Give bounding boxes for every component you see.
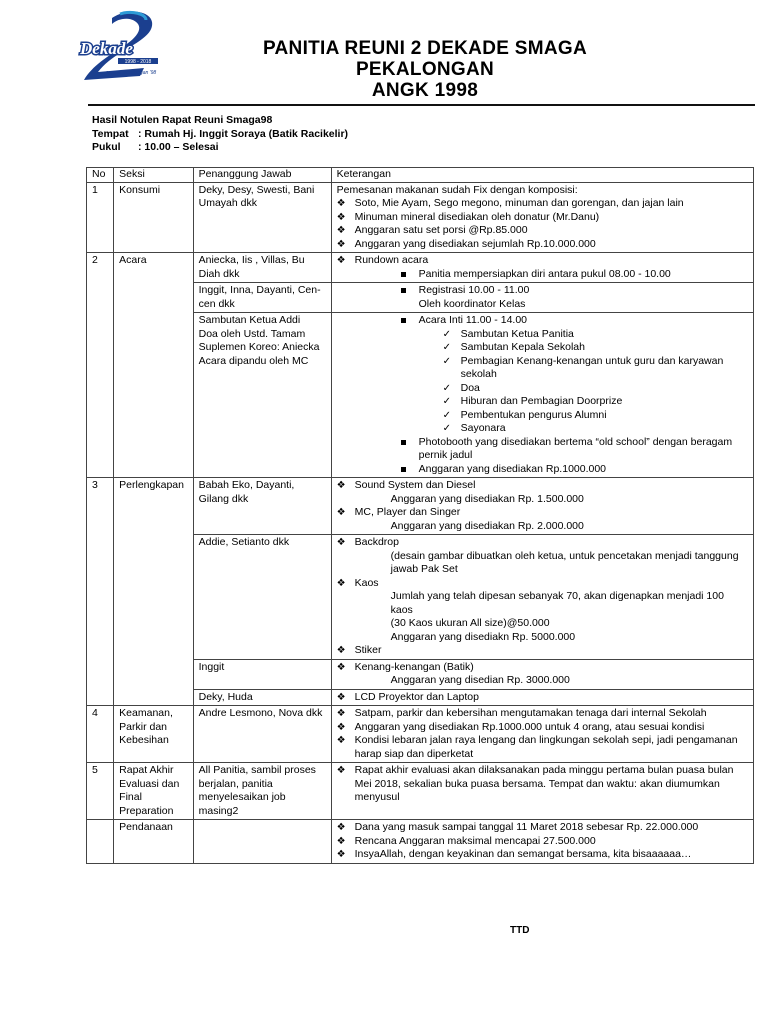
list-item: InsyaAllah, dengan keyakinan dan semangat bersama, kita bisaaaaaa… bbox=[354, 848, 692, 860]
list-item: Anggaran satu set porsi @Rp.85.000 bbox=[354, 224, 528, 236]
list-item: Sound System dan Diesel bbox=[354, 479, 476, 491]
row-seksi: Keamanan, Parkir dan Kebesihan bbox=[114, 706, 193, 763]
check-bullet-icon: ✓ bbox=[442, 409, 452, 421]
table-header-row bbox=[87, 168, 754, 183]
header-pj: Penanggung Jawab bbox=[193, 168, 331, 183]
table-row bbox=[87, 763, 754, 820]
diamond-bullet-icon: ❖ bbox=[336, 721, 346, 733]
list-item: Minuman mineral disediakan oleh donatur (Mr.Danu) bbox=[354, 210, 600, 223]
list-item: Anggaran yang disediakan Rp. 2.000.000 bbox=[390, 519, 584, 532]
meeting-meta bbox=[92, 114, 348, 155]
diamond-bullet-icon: ❖ bbox=[336, 238, 346, 250]
row-keterangan bbox=[331, 182, 753, 253]
pj-line: Doa oleh Ustd. Tamam bbox=[198, 327, 306, 340]
diamond-bullet-icon: ❖ bbox=[336, 255, 346, 266]
empty-cell bbox=[87, 283, 114, 313]
empty-cell bbox=[114, 283, 193, 313]
diamond-bullet-icon: ❖ bbox=[336, 822, 346, 833]
row-pj: Deky, Huda bbox=[193, 689, 331, 706]
meta-time bbox=[92, 141, 348, 155]
list-item: Panitia mempersiapkan diri antara pukul 08.00 - 10.00 bbox=[418, 267, 671, 280]
empty-cell bbox=[87, 820, 114, 864]
list-item: Kondisi lebaran jalan raya lengang dan lingkungan sekolah sepi, jadi pengamanan harap siap dan diperketat bbox=[354, 734, 738, 760]
row-keterangan bbox=[331, 313, 753, 478]
list-item: Doa bbox=[460, 381, 480, 394]
list-item: Anggaran yang disediakan Rp. 1.500.000 bbox=[390, 492, 584, 505]
row-pj: Babah Eko, Dayanti, Gilang dkk bbox=[193, 478, 331, 535]
list-item: Stiker bbox=[354, 644, 382, 656]
header-seksi: Seksi bbox=[114, 168, 193, 183]
check-bullet-icon: ✓ bbox=[442, 342, 452, 353]
pj-line: Suplemen Koreo: Aniecka bbox=[198, 341, 320, 353]
logo-word: Dekade bbox=[80, 39, 133, 58]
title-line-3: ANGK 1998 bbox=[371, 80, 479, 101]
row-seksi: Rapat Akhir Evaluasi dan Final Preparation bbox=[114, 763, 193, 820]
diamond-bullet-icon: ❖ bbox=[336, 691, 346, 703]
place-label: Tempat bbox=[92, 127, 129, 140]
list-item: (desain gambar dibuatkan oleh ketua, untuk pencetakan menjadi tanggung jawab Pak Set bbox=[390, 549, 739, 575]
list-item: Anggaran yang disediakan sejumlah Rp.10.000.000 bbox=[354, 237, 596, 250]
square-bullet-icon bbox=[401, 314, 419, 328]
notulen-table bbox=[86, 167, 754, 864]
row-pj: Andre Lesmono, Nova dkk bbox=[193, 706, 331, 763]
list-item: Oleh koordinator Kelas bbox=[418, 297, 526, 310]
diamond-bullet-icon: ❖ bbox=[336, 735, 346, 746]
row-keterangan bbox=[331, 706, 753, 763]
konsumsi-intro: Pemesanan makanan sudah Fix dengan komposisi: bbox=[336, 183, 578, 196]
list-item: Backdrop bbox=[354, 536, 399, 548]
square-bullet-icon bbox=[401, 268, 419, 282]
row-no: 5 bbox=[87, 763, 114, 820]
row-pj: Aniecka, Iis , Villas, Bu Diah dkk bbox=[193, 253, 331, 283]
row-no: 4 bbox=[87, 706, 114, 763]
list-item: Anggaran yang disedian Rp. 3000.000 bbox=[390, 674, 570, 686]
list-item: Jumlah yang telah dipesan sebanyak 70, akan digenapkan menjadi 100 kaos bbox=[390, 590, 724, 616]
list-item: Hiburan dan Pembagian Doorprize bbox=[460, 395, 623, 407]
row-pj: Deky, Desy, Swesti, Bani Umayah dkk bbox=[193, 182, 331, 253]
list-item: (30 Kaos ukuran All size)@50.000 bbox=[390, 617, 550, 629]
row-keterangan bbox=[331, 478, 753, 535]
time-value: : 10.00 – Selesai bbox=[138, 141, 219, 153]
meta-place bbox=[92, 128, 348, 142]
list-item: Sambutan Kepala Sekolah bbox=[460, 341, 585, 353]
table-row bbox=[87, 478, 754, 535]
meta-heading: Hasil Notulen Rapat Reuni Smaga98 bbox=[92, 114, 273, 126]
list-item: Anggaran yang disediakan Rp.1000.000 untuk 4 orang, atau sesuai kondisi bbox=[354, 720, 705, 733]
row-no: 3 bbox=[87, 478, 114, 535]
empty-cell bbox=[114, 535, 193, 660]
row-no: 2 bbox=[87, 253, 114, 283]
diamond-bullet-icon: ❖ bbox=[336, 577, 346, 589]
list-item: Rundown acara bbox=[354, 254, 429, 266]
dekade-logo bbox=[68, 8, 168, 82]
document-title bbox=[200, 38, 650, 101]
list-item: LCD Proyektor dan Laptop bbox=[354, 690, 479, 703]
row-keterangan bbox=[331, 253, 753, 283]
list-item: Anggaran yang disediakn Rp. 5000.000 bbox=[390, 630, 576, 643]
dekade-logo-graphic bbox=[68, 8, 168, 82]
empty-cell bbox=[87, 313, 114, 478]
list-item: Rencana Anggaran maksimal mencapai 27.500.000 bbox=[354, 834, 596, 847]
title-line-1: PANITIA REUNI 2 DEKADE SMAGA bbox=[262, 38, 588, 59]
list-item: Kenang-kenangan (Batik) bbox=[354, 660, 474, 673]
list-item: Kaos bbox=[354, 576, 379, 589]
diamond-bullet-icon: ❖ bbox=[336, 765, 346, 776]
table-row bbox=[87, 659, 754, 689]
list-item: Anggaran yang disediakan Rp.1000.000 bbox=[418, 462, 607, 475]
table-row bbox=[87, 820, 754, 864]
square-bullet-icon bbox=[401, 436, 419, 450]
row-seksi: Pendanaan bbox=[114, 820, 193, 864]
diamond-bullet-icon: ❖ bbox=[336, 480, 346, 491]
empty-cell bbox=[193, 820, 331, 864]
row-pj: Addie, Setianto dkk bbox=[193, 535, 331, 660]
check-bullet-icon: ✓ bbox=[442, 423, 452, 434]
diamond-bullet-icon: ❖ bbox=[336, 537, 346, 548]
signature-label: TTD bbox=[510, 925, 530, 936]
empty-cell bbox=[87, 689, 114, 706]
row-pj: Inggit bbox=[193, 659, 331, 689]
row-keterangan bbox=[331, 689, 753, 706]
empty-cell bbox=[87, 659, 114, 689]
list-item: MC, Player dan Singer bbox=[354, 506, 461, 518]
place-value: : Rumah Hj. Inggit Soraya (Batik Racikelir) bbox=[138, 127, 349, 140]
list-item: Photobooth yang disediakan bertema “old school” dengan beragam pernik jadul bbox=[418, 435, 733, 461]
row-seksi: Perlengkapan bbox=[114, 478, 193, 535]
pj-line: Sambutan Ketua Addi bbox=[198, 314, 301, 326]
list-item: Sayonara bbox=[460, 422, 506, 434]
list-item: Acara Inti 11.00 - 14.00 bbox=[418, 314, 527, 326]
list-item: Rapat akhir evaluasi akan dilaksanakan pada minggu pertama bulan puasa bulan Mei 2018, sekalian buka puasa bersama. Tempat dan waktu: akan diumumkan menyusul bbox=[354, 764, 734, 803]
diamond-bullet-icon: ❖ bbox=[336, 661, 346, 673]
empty-cell bbox=[114, 689, 193, 706]
diamond-bullet-icon: ❖ bbox=[336, 849, 346, 860]
diamond-bullet-icon: ❖ bbox=[336, 507, 346, 518]
row-keterangan bbox=[331, 820, 753, 864]
check-bullet-icon: ✓ bbox=[442, 396, 452, 407]
diamond-bullet-icon: ❖ bbox=[336, 645, 346, 656]
table-row bbox=[87, 535, 754, 660]
logo-tagline: smaga pekalongan '98 bbox=[106, 70, 157, 76]
table-row bbox=[87, 253, 754, 283]
title-line-2: PEKALONGAN bbox=[355, 59, 495, 80]
row-keterangan bbox=[331, 283, 753, 313]
table-row bbox=[87, 689, 754, 706]
list-item: Pembentukan pengurus Alumni bbox=[460, 408, 607, 421]
table-row bbox=[87, 182, 754, 253]
row-keterangan bbox=[331, 763, 753, 820]
check-bullet-icon: ✓ bbox=[442, 355, 452, 367]
row-seksi: Konsumi bbox=[114, 182, 193, 253]
row-pj: All Panitia, sambil proses berjalan, panitia menyelesaikan job masing2 bbox=[193, 763, 331, 820]
row-keterangan bbox=[331, 535, 753, 660]
square-bullet-icon bbox=[401, 284, 419, 298]
diamond-bullet-icon: ❖ bbox=[336, 198, 346, 209]
list-item: Soto, Mie Ayam, Sego megono, minuman dan gorengan, dan jajan lain bbox=[354, 197, 684, 209]
list-item: Pembagian Kenang-kenangan untuk guru dan karyawan sekolah bbox=[460, 354, 724, 380]
diamond-bullet-icon: ❖ bbox=[336, 211, 346, 223]
header-keterangan: Keterangan bbox=[331, 168, 753, 183]
header-no: No bbox=[87, 168, 114, 183]
empty-cell bbox=[114, 313, 193, 478]
check-bullet-icon: ✓ bbox=[442, 328, 452, 340]
list-item: Dana yang masuk sampai tanggal 11 Maret 2018 sebesar Rp. 22.000.000 bbox=[354, 821, 699, 833]
list-item: Satpam, parkir dan kebersihan mengutamakan tenaga dari internal Sekolah bbox=[354, 707, 707, 719]
pj-line: Acara dipandu oleh MC bbox=[198, 354, 309, 367]
header-divider bbox=[88, 104, 755, 106]
table-row bbox=[87, 706, 754, 763]
list-item: Registrasi 10.00 - 11.00 bbox=[418, 284, 530, 296]
logo-years: 1998 - 2018 bbox=[124, 59, 152, 65]
row-seksi: Acara bbox=[114, 253, 193, 283]
row-keterangan bbox=[331, 659, 753, 689]
diamond-bullet-icon: ❖ bbox=[336, 708, 346, 719]
row-no: 1 bbox=[87, 182, 114, 253]
empty-cell bbox=[114, 659, 193, 689]
row-pj: Inggit, Inna, Dayanti, Cen-cen dkk bbox=[193, 283, 331, 313]
diamond-bullet-icon: ❖ bbox=[336, 225, 346, 236]
table-row bbox=[87, 313, 754, 478]
list-item: Sambutan Ketua Panitia bbox=[460, 327, 574, 340]
row-pj bbox=[193, 313, 331, 478]
check-bullet-icon: ✓ bbox=[442, 382, 452, 394]
diamond-bullet-icon: ❖ bbox=[336, 835, 346, 847]
empty-cell bbox=[87, 535, 114, 660]
table-row bbox=[87, 283, 754, 313]
time-label: Pukul bbox=[92, 141, 121, 153]
square-bullet-icon bbox=[401, 463, 419, 477]
